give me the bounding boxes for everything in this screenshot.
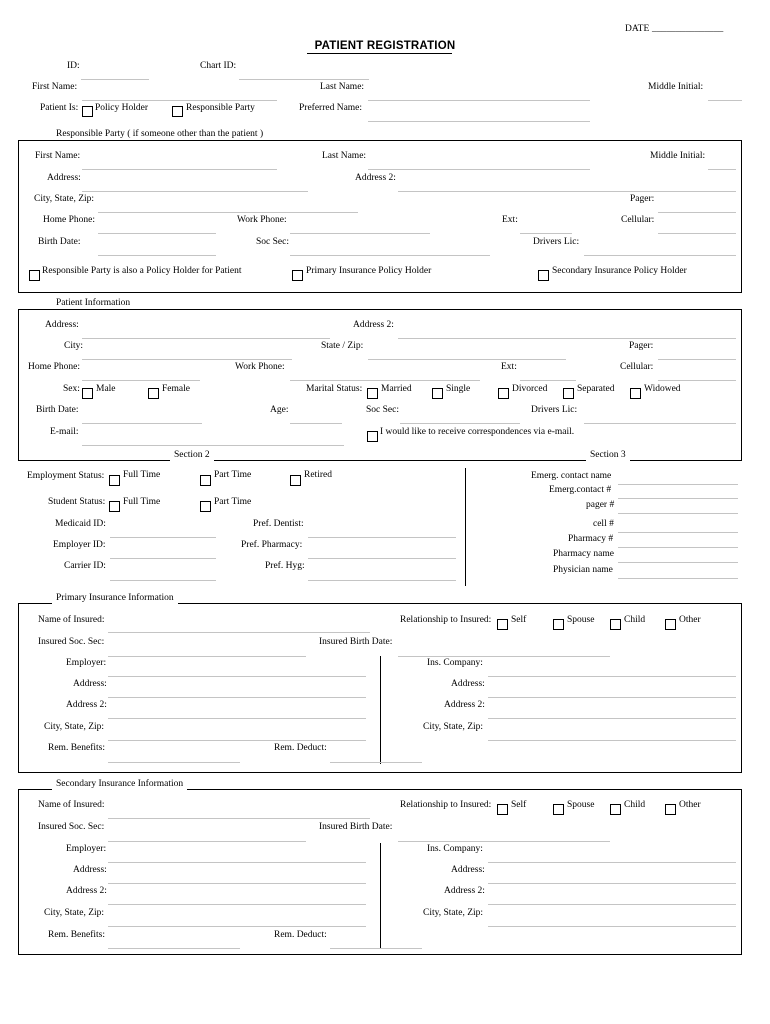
first-name-field[interactable]: [82, 100, 277, 101]
pri-name-of-insured-field[interactable]: [108, 632, 370, 633]
pri-ins-address2-label: Address 2:: [444, 700, 485, 710]
emerg-contact-num-field[interactable]: [618, 498, 738, 499]
pri-ins-city-state-zip-field[interactable]: [488, 740, 736, 741]
pt-email-opt-label: I would like to receive correspondences via e-mail.: [380, 427, 575, 437]
rp-address-field[interactable]: [82, 191, 308, 192]
pri-address2-label: Address 2:: [66, 700, 107, 710]
pri-self-label: Self: [511, 615, 527, 625]
pt-city-field[interactable]: [82, 359, 292, 360]
pt-state-zip-label: State / Zip:: [321, 341, 364, 351]
student-status-label: Student Status:: [48, 497, 106, 507]
sec-ins-address-label: Address:: [451, 865, 485, 875]
sec-spouse-label: Spouse: [567, 800, 595, 810]
pharmacy-num-field[interactable]: [618, 547, 738, 548]
rp-drivers-lic-label: Drivers Lic:: [533, 237, 580, 247]
rp-city-state-zip-field[interactable]: [98, 212, 358, 213]
preferred-name-label: Preferred Name:: [299, 103, 363, 113]
responsible-party-checkbox[interactable]: [172, 106, 183, 117]
rp-pager-field[interactable]: [658, 212, 736, 213]
pri-other-checkbox[interactable]: [665, 619, 676, 630]
emerg-contact-num-label: Emerg.contact #: [549, 485, 612, 495]
pri-city-state-zip-field[interactable]: [108, 740, 366, 741]
pt-pager-field[interactable]: [658, 359, 736, 360]
pt-single-checkbox[interactable]: [432, 388, 443, 399]
rp-middle-initial-label: Middle Initial:: [650, 151, 706, 161]
pt-work-phone-label: Work Phone:: [235, 362, 285, 372]
sec-insured-birth-date-field[interactable]: [398, 841, 610, 842]
date-field[interactable]: _______________: [652, 24, 724, 34]
responsible-party-section-title: Responsible Party ( if someone other than the patient ): [52, 130, 267, 140]
pri-ins-company-field[interactable]: [488, 676, 736, 677]
secondary-insurance-section-title: Secondary Insurance Information: [52, 780, 187, 790]
carrier-id-field[interactable]: [110, 580, 216, 581]
pri-address-label: Address:: [73, 679, 107, 689]
rp-first-name-label: First Name:: [35, 151, 81, 161]
pt-birth-date-label: Birth Date:: [36, 405, 79, 415]
pharmacy-num-label: Pharmacy #: [568, 534, 614, 544]
pt-drivers-lic-field[interactable]: [584, 423, 736, 424]
sec-rem-deduct-label: Rem. Deduct:: [274, 930, 327, 940]
pri-spouse-label: Spouse: [567, 615, 595, 625]
rp-address2-field[interactable]: [398, 191, 736, 192]
pt-separated-checkbox[interactable]: [563, 388, 574, 399]
pt-age-label: Age:: [270, 405, 289, 415]
pri-city-state-zip-label: City, State, Zip:: [44, 722, 105, 732]
pt-home-phone-field[interactable]: [82, 380, 200, 381]
rp-pager-label: Pager:: [630, 194, 655, 204]
rp-last-name-label: Last Name:: [322, 151, 367, 161]
emp-full-time-checkbox[interactable]: [109, 475, 120, 486]
rp-home-phone-label: Home Phone:: [43, 215, 95, 225]
pt-address2-label: Address 2:: [353, 320, 394, 330]
patient-section-left-border: [18, 309, 19, 460]
preferred-name-field[interactable]: [368, 121, 590, 122]
pt-soc-sec-label: Soc Sec:: [366, 405, 399, 415]
medicaid-id-label: Medicaid ID:: [55, 519, 106, 529]
physician-name-field[interactable]: [618, 578, 738, 579]
cell-num-label: cell #: [593, 519, 614, 529]
sec-other-label: Other: [679, 800, 701, 810]
primary-column-separator: [380, 656, 381, 764]
sec-address-label: Address:: [73, 865, 107, 875]
pt-cellular-label: Cellular:: [620, 362, 654, 372]
rp-work-phone-label: Work Phone:: [237, 215, 287, 225]
sec-ins-address2-label: Address 2:: [444, 886, 485, 896]
pharmacy-name-label: Pharmacy name: [553, 549, 614, 559]
pt-married-label: Married: [381, 384, 412, 394]
pri-self-checkbox[interactable]: [497, 619, 508, 630]
pt-ext-field[interactable]: [520, 380, 576, 381]
pref-dentist-label: Pref. Dentist:: [253, 519, 304, 529]
sec-ins-company-label: Ins. Company:: [427, 844, 483, 854]
pri-rem-benefits-label: Rem. Benefits:: [48, 743, 105, 753]
rp-birth-date-field[interactable]: [98, 255, 216, 256]
sec-insured-soc-sec-field[interactable]: [108, 841, 306, 842]
pri-rem-deduct-label: Rem. Deduct:: [274, 743, 327, 753]
rp-first-name-field[interactable]: [82, 169, 277, 170]
sec-insured-birth-date-label: Insured Birth Date:: [319, 822, 393, 832]
section2-3-divider: [18, 460, 742, 461]
sec-self-checkbox[interactable]: [497, 804, 508, 815]
pri-ins-city-state-zip-label: City, State, Zip:: [423, 722, 484, 732]
pt-cellular-field[interactable]: [658, 380, 736, 381]
pref-pharmacy-label: Pref. Pharmacy:: [241, 540, 303, 550]
sec-rem-benefits-label: Rem. Benefits:: [48, 930, 105, 940]
sec-spouse-checkbox[interactable]: [553, 804, 564, 815]
pri-insured-birth-date-label: Insured Birth Date:: [319, 637, 393, 647]
employer-id-field[interactable]: [110, 558, 216, 559]
physician-name-label: Physician name: [553, 565, 613, 575]
rp-address-label: Address:: [47, 173, 81, 183]
first-name-label: First Name:: [32, 82, 78, 92]
rp-cellular-label: Cellular:: [621, 215, 655, 225]
date-label: DATE: [625, 24, 650, 34]
sec-name-of-insured-label: Name of Insured:: [38, 800, 105, 810]
stu-part-time-label: Part Time: [214, 497, 252, 507]
pri-insured-birth-date-field[interactable]: [398, 656, 610, 657]
pri-insured-soc-sec-label: Insured Soc. Sec:: [38, 637, 105, 647]
carrier-id-label: Carrier ID:: [64, 561, 106, 571]
pri-ins-company-label: Ins. Company:: [427, 658, 483, 668]
page-title: PATIENT REGISTRATION: [314, 40, 456, 52]
sec-other-checkbox[interactable]: [665, 804, 676, 815]
emp-retired-label: Retired: [304, 470, 332, 480]
pri-address2-field[interactable]: [108, 718, 366, 719]
responsible-party-label: Responsible Party: [186, 103, 255, 113]
pt-ext-label: Ext:: [501, 362, 517, 372]
pref-dentist-field[interactable]: [308, 537, 456, 538]
rp-secondary-holder-checkbox[interactable]: [538, 270, 549, 281]
pt-married-checkbox[interactable]: [367, 388, 378, 399]
rp-home-phone-field[interactable]: [98, 233, 216, 234]
pri-rem-benefits-field[interactable]: [108, 762, 240, 763]
stu-full-time-label: Full Time: [123, 497, 161, 507]
sec-employer-field[interactable]: [108, 862, 366, 863]
emp-retired-checkbox[interactable]: [290, 475, 301, 486]
patient-section-top-border: [18, 309, 742, 310]
pager-num-label: pager #: [586, 500, 615, 510]
pt-email-opt-checkbox[interactable]: [367, 431, 378, 442]
rp-also-policy-holder-checkbox[interactable]: [29, 270, 40, 281]
sec-relationship-label: Relationship to Insured:: [400, 800, 492, 810]
stu-full-time-checkbox[interactable]: [109, 501, 120, 512]
pri-employer-field[interactable]: [108, 676, 366, 677]
stu-part-time-checkbox[interactable]: [200, 501, 211, 512]
rp-soc-sec-field[interactable]: [290, 255, 490, 256]
chart-id-field[interactable]: [239, 79, 369, 80]
rp-secondary-holder-label: Secondary Insurance Policy Holder: [552, 266, 687, 276]
rp-drivers-lic-field[interactable]: [584, 255, 736, 256]
pt-address-field[interactable]: [82, 338, 330, 339]
pager-num-field[interactable]: [618, 513, 738, 514]
pt-female-label: Female: [162, 384, 190, 394]
pt-email-field[interactable]: [82, 445, 344, 446]
sec-employer-label: Employer:: [66, 844, 107, 854]
last-name-field[interactable]: [368, 100, 590, 101]
sec-city-state-zip-label: City, State, Zip:: [44, 908, 105, 918]
pt-home-phone-label: Home Phone:: [28, 362, 80, 372]
emerg-contact-name-field[interactable]: [618, 484, 738, 485]
pt-city-label: City:: [64, 341, 84, 351]
pref-pharmacy-field[interactable]: [308, 558, 456, 559]
pt-separated-label: Separated: [577, 384, 615, 394]
pt-address2-field[interactable]: [398, 338, 736, 339]
id-field[interactable]: [81, 79, 149, 80]
employer-id-label: Employer ID:: [53, 540, 106, 550]
pri-ins-address2-field[interactable]: [488, 718, 736, 719]
sec-child-label: Child: [624, 800, 646, 810]
pt-email-label: E-mail:: [50, 427, 79, 437]
sec-address-field[interactable]: [108, 883, 366, 884]
pt-pager-label: Pager:: [629, 341, 654, 351]
last-name-label: Last Name:: [320, 82, 365, 92]
sec-ins-address2-field[interactable]: [488, 904, 736, 905]
pri-ins-address-label: Address:: [451, 679, 485, 689]
pri-ins-address-field[interactable]: [488, 697, 736, 698]
pt-widowed-checkbox[interactable]: [630, 388, 641, 399]
pt-age-field[interactable]: [290, 423, 342, 424]
sec-ins-address-field[interactable]: [488, 883, 736, 884]
title-underline: [307, 53, 452, 54]
id-label: ID:: [67, 61, 80, 71]
section3-title: Section 3: [586, 451, 630, 461]
middle-initial-label: Middle Initial:: [648, 82, 704, 92]
primary-insurance-section-title: Primary Insurance Information: [52, 594, 178, 604]
pt-state-zip-field[interactable]: [368, 359, 566, 360]
rp-middle-initial-field[interactable]: [708, 169, 736, 170]
employment-status-label: Employment Status:: [27, 471, 105, 481]
rp-soc-sec-label: Soc Sec:: [256, 237, 289, 247]
sec-ins-company-field[interactable]: [488, 862, 736, 863]
pt-male-checkbox[interactable]: [82, 388, 93, 399]
pt-male-label: Male: [96, 384, 116, 394]
sec-city-state-zip-field[interactable]: [108, 926, 366, 927]
section2-title: Section 2: [170, 451, 214, 461]
pt-divorced-checkbox[interactable]: [498, 388, 509, 399]
pri-employer-label: Employer:: [66, 658, 107, 668]
pt-widowed-label: Widowed: [644, 384, 681, 394]
sec-self-label: Self: [511, 800, 527, 810]
rp-cellular-field[interactable]: [658, 233, 736, 234]
rp-birth-date-label: Birth Date:: [38, 237, 81, 247]
pt-female-checkbox[interactable]: [148, 388, 159, 399]
pt-soc-sec-field[interactable]: [400, 423, 520, 424]
sec-insured-soc-sec-label: Insured Soc. Sec:: [38, 822, 105, 832]
sec-address2-field[interactable]: [108, 904, 366, 905]
pri-child-label: Child: [624, 615, 646, 625]
rp-work-phone-field[interactable]: [290, 233, 430, 234]
secondary-column-separator: [380, 843, 381, 949]
pri-other-label: Other: [679, 615, 701, 625]
pt-address-label: Address:: [45, 320, 79, 330]
emp-full-time-label: Full Time: [123, 470, 161, 480]
pt-sex-label: Sex:: [63, 384, 80, 394]
pri-child-checkbox[interactable]: [610, 619, 621, 630]
pharmacy-name-field[interactable]: [618, 562, 738, 563]
medicaid-id-field[interactable]: [110, 537, 216, 538]
emp-part-time-label: Part Time: [214, 470, 252, 480]
sec-ins-city-state-zip-label: City, State, Zip:: [423, 908, 484, 918]
pri-address-field[interactable]: [108, 697, 366, 698]
chart-id-label: Chart ID:: [200, 61, 237, 71]
pt-drivers-lic-label: Drivers Lic:: [531, 405, 578, 415]
pt-marital-status-label: Marital Status:: [306, 384, 363, 394]
emp-part-time-checkbox[interactable]: [200, 475, 211, 486]
pri-spouse-checkbox[interactable]: [553, 619, 564, 630]
policy-holder-label: Policy Holder: [95, 103, 149, 113]
sec-rem-benefits-field[interactable]: [108, 948, 240, 949]
section2-3-separator: [465, 468, 466, 586]
rp-primary-holder-checkbox[interactable]: [292, 270, 303, 281]
sec-ins-city-state-zip-field[interactable]: [488, 926, 736, 927]
rp-city-state-zip-label: City, State, Zip:: [34, 194, 95, 204]
middle-initial-field[interactable]: [708, 100, 742, 101]
rp-last-name-field[interactable]: [368, 169, 590, 170]
sec-rem-deduct-field[interactable]: [330, 948, 422, 949]
pt-birth-date-field[interactable]: [82, 423, 202, 424]
sec-child-checkbox[interactable]: [610, 804, 621, 815]
sec-address2-label: Address 2:: [66, 886, 107, 896]
patient-is-label: Patient Is:: [40, 103, 79, 113]
pri-name-of-insured-label: Name of Insured:: [38, 615, 105, 625]
pri-rem-deduct-field[interactable]: [330, 762, 422, 763]
rp-ext-label: Ext:: [502, 215, 518, 225]
emerg-contact-name-label: Emerg. contact name: [531, 471, 612, 481]
policy-holder-checkbox[interactable]: [82, 106, 93, 117]
rp-primary-holder-label: Primary Insurance Policy Holder: [306, 266, 432, 276]
pt-divorced-label: Divorced: [512, 384, 548, 394]
patient-section-title: Patient Information: [52, 299, 134, 309]
pt-work-phone-field[interactable]: [290, 380, 480, 381]
cell-num-field[interactable]: [618, 532, 738, 533]
sec-name-of-insured-field[interactable]: [108, 818, 370, 819]
rp-address2-label: Address 2:: [355, 173, 396, 183]
patient-section-right-border: [741, 309, 742, 460]
pref-hyg-field[interactable]: [308, 580, 456, 581]
rp-also-policy-holder-label: Responsible Party is also a Policy Holder for Patient: [42, 266, 242, 276]
pt-single-label: Single: [446, 384, 471, 394]
pref-hyg-label: Pref. Hyg:: [265, 561, 305, 571]
rp-ext-field[interactable]: [520, 233, 572, 234]
pri-relationship-label: Relationship to Insured:: [400, 615, 492, 625]
pri-insured-soc-sec-field[interactable]: [108, 656, 306, 657]
